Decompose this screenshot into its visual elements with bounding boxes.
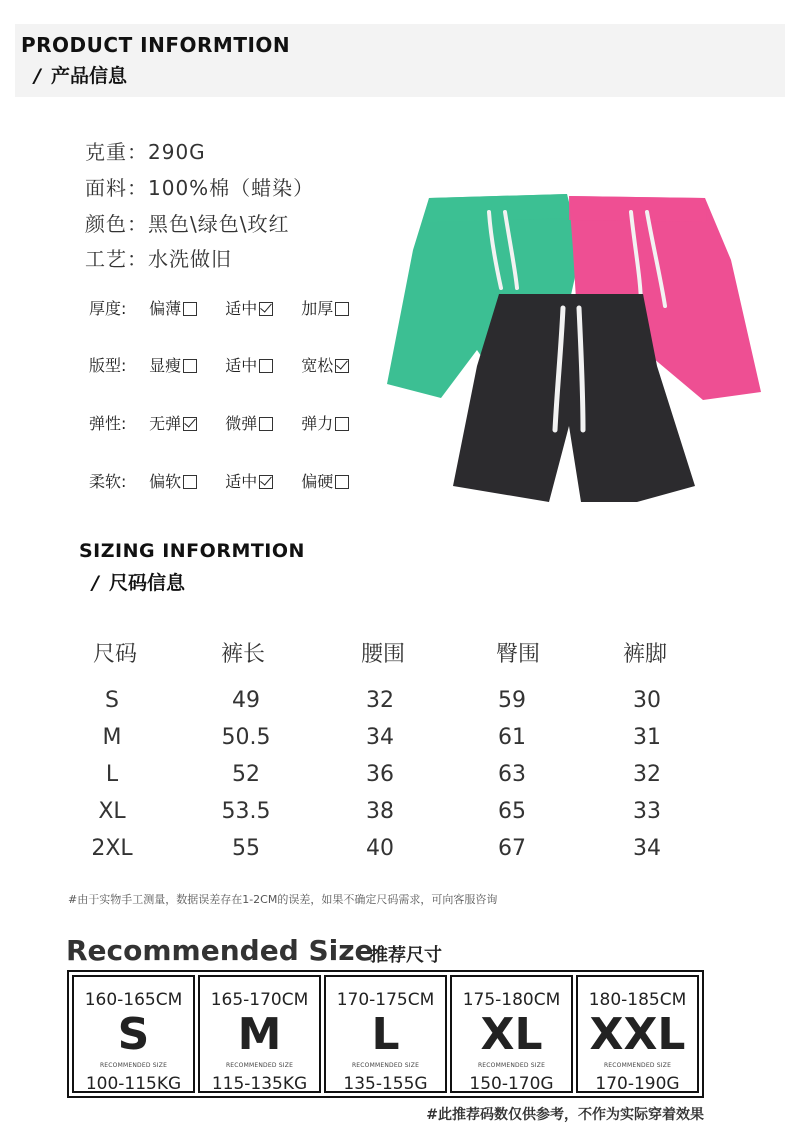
option-text: 偏薄 <box>149 299 182 318</box>
spec-weight <box>85 136 206 165</box>
table-cell: 2XL <box>91 836 133 861</box>
weight-range: 100-115KG <box>85 1074 182 1094</box>
title-slash: / <box>34 65 41 87</box>
weight-range: 115-135KG <box>211 1074 308 1094</box>
size-letter: XXL <box>589 1009 686 1060</box>
table-cell: 65 <box>498 799 526 824</box>
checkbox-icon <box>183 417 197 431</box>
title-slash: / <box>92 572 99 594</box>
table-cell: 34 <box>366 725 394 750</box>
spec-value: 100%棉（蜡染） <box>148 176 315 200</box>
option-text: 偏硬 <box>301 472 334 491</box>
rating-option <box>149 353 220 376</box>
size-letter: L <box>371 1009 400 1060</box>
product-info-title-cn <box>34 61 127 88</box>
rating-option <box>149 411 220 434</box>
option-text: 无弹 <box>149 414 182 433</box>
rating-label: 版型: <box>89 356 127 375</box>
recommended-size-cell <box>576 975 699 1093</box>
option-text: 宽松 <box>301 356 334 375</box>
option-text: 弹力 <box>301 414 334 433</box>
spec-key: 工艺： <box>85 247 148 271</box>
sizing-info-title-en: SIZING INFORMTION <box>79 540 305 562</box>
checkbox-icon <box>335 417 349 431</box>
checkbox-icon <box>335 475 349 489</box>
checkbox-icon <box>259 302 273 316</box>
recommended-size-label: RECOMMENDED SIZE <box>225 1062 294 1069</box>
rating-label: 弹性: <box>89 414 127 433</box>
rating-option <box>301 411 372 434</box>
table-cell: 38 <box>366 799 394 824</box>
weight-range: 135-155G <box>343 1074 428 1094</box>
checkbox-icon <box>335 359 349 373</box>
table-cell: M <box>102 725 122 750</box>
checkbox-icon <box>259 475 273 489</box>
rating-label: 柔软: <box>89 472 127 491</box>
spec-value: 水洗做旧 <box>148 247 232 271</box>
option-text: 适中 <box>225 299 258 318</box>
option-text: 微弹 <box>225 414 258 433</box>
option-text: 适中 <box>225 472 258 491</box>
spec-process <box>85 243 232 272</box>
size-letter: XL <box>480 1009 543 1060</box>
table-cell: 32 <box>633 762 661 787</box>
recommended-size-cell <box>198 975 321 1093</box>
recommended-size-label: RECOMMENDED SIZE <box>351 1062 420 1069</box>
rating-option <box>225 296 296 319</box>
table-cell: 31 <box>633 725 661 750</box>
table-header: 臀围 <box>495 642 540 667</box>
spec-key: 面料： <box>85 176 148 200</box>
shorts-product-image <box>385 190 765 510</box>
table-header: 腰围 <box>360 642 405 667</box>
recommended-size-cell <box>324 975 447 1093</box>
checkbox-icon <box>183 475 197 489</box>
table-cell: 32 <box>366 688 394 713</box>
table-cell: 36 <box>366 762 394 787</box>
size-letter: M <box>237 1009 282 1060</box>
spec-value: 黑色\绿色\玫红 <box>148 212 290 236</box>
table-cell: 59 <box>498 688 526 713</box>
height-range: 180-185CM <box>588 990 687 1010</box>
spec-key: 颜色： <box>85 212 148 236</box>
spec-value: 290G <box>148 140 206 164</box>
size-letter: S <box>117 1009 150 1060</box>
weight-range: 150-170G <box>469 1074 554 1094</box>
recommended-title-en: Recommended Size <box>66 934 374 967</box>
table-cell: 52 <box>232 762 260 787</box>
height-range: 170-175CM <box>336 990 435 1010</box>
recommended-size-label: RECOMMENDED SIZE <box>99 1062 168 1069</box>
height-range: 165-170CM <box>210 990 309 1010</box>
rating-option <box>149 469 220 492</box>
table-cell: 63 <box>498 762 526 787</box>
recommended-size-label: RECOMMENDED SIZE <box>477 1062 546 1069</box>
recommended-size-grid <box>67 970 704 1098</box>
table-cell: L <box>105 762 119 787</box>
rating-thickness <box>89 296 372 319</box>
height-range: 175-180CM <box>462 990 561 1010</box>
rating-elasticity <box>89 411 372 434</box>
spec-key: 克重： <box>85 140 148 164</box>
rating-label: 厚度: <box>89 299 127 318</box>
option-text: 显瘦 <box>149 356 182 375</box>
table-cell: 67 <box>498 836 526 861</box>
rating-option <box>301 469 372 492</box>
table-header: 裤长 <box>220 642 265 667</box>
weight-range: 170-190G <box>595 1074 680 1094</box>
recommended-size-cell <box>72 975 195 1093</box>
checkbox-icon <box>259 417 273 431</box>
table-cell: 55 <box>232 836 260 861</box>
table-header: 尺码 <box>92 642 137 667</box>
spec-fabric <box>85 172 314 201</box>
option-text: 适中 <box>225 356 258 375</box>
table-cell: 53.5 <box>221 799 271 824</box>
recommended-size-label: RECOMMENDED SIZE <box>603 1062 672 1069</box>
table-cell: 34 <box>633 836 661 861</box>
sizing-info-title-cn-text: 尺码信息 <box>108 572 185 594</box>
table-cell: XL <box>98 799 126 824</box>
rating-option <box>149 296 220 319</box>
rating-option <box>225 353 296 376</box>
table-header: 裤脚 <box>622 642 667 667</box>
product-info-title-en: PRODUCT INFORMTION <box>21 33 291 57</box>
spec-color <box>85 208 289 237</box>
rating-option <box>225 469 296 492</box>
table-cell: 33 <box>633 799 661 824</box>
table-cell: 40 <box>366 836 394 861</box>
table-cell: 50.5 <box>221 725 271 750</box>
recommendation-disclaimer: #此推荐码数仅供参考，不作为实际穿着效果 <box>426 1107 704 1123</box>
table-cell: 61 <box>498 725 526 750</box>
checkbox-icon <box>335 302 349 316</box>
recommended-title-cn: 推荐尺寸 <box>370 945 442 966</box>
height-range: 160-165CM <box>84 990 183 1010</box>
table-cell: S <box>105 688 119 713</box>
checkbox-icon <box>183 302 197 316</box>
checkbox-icon <box>183 359 197 373</box>
recommended-size-cell <box>450 975 573 1093</box>
sizing-info-title-cn <box>92 568 185 595</box>
rating-softness <box>89 469 372 492</box>
table-cell: 30 <box>633 688 661 713</box>
option-text: 偏软 <box>149 472 182 491</box>
rating-fit <box>89 353 372 376</box>
rating-option <box>225 411 296 434</box>
table-cell: 49 <box>232 688 260 713</box>
measurement-note: #由于实物手工测量，数据误差存在1-2CM的误差，如果不确定尺码需求，可向客服咨询 <box>68 893 498 906</box>
rating-option <box>301 296 372 319</box>
option-text: 加厚 <box>301 299 334 318</box>
checkbox-icon <box>259 359 273 373</box>
rating-option <box>301 353 372 376</box>
product-info-title-cn-text: 产品信息 <box>50 65 127 87</box>
